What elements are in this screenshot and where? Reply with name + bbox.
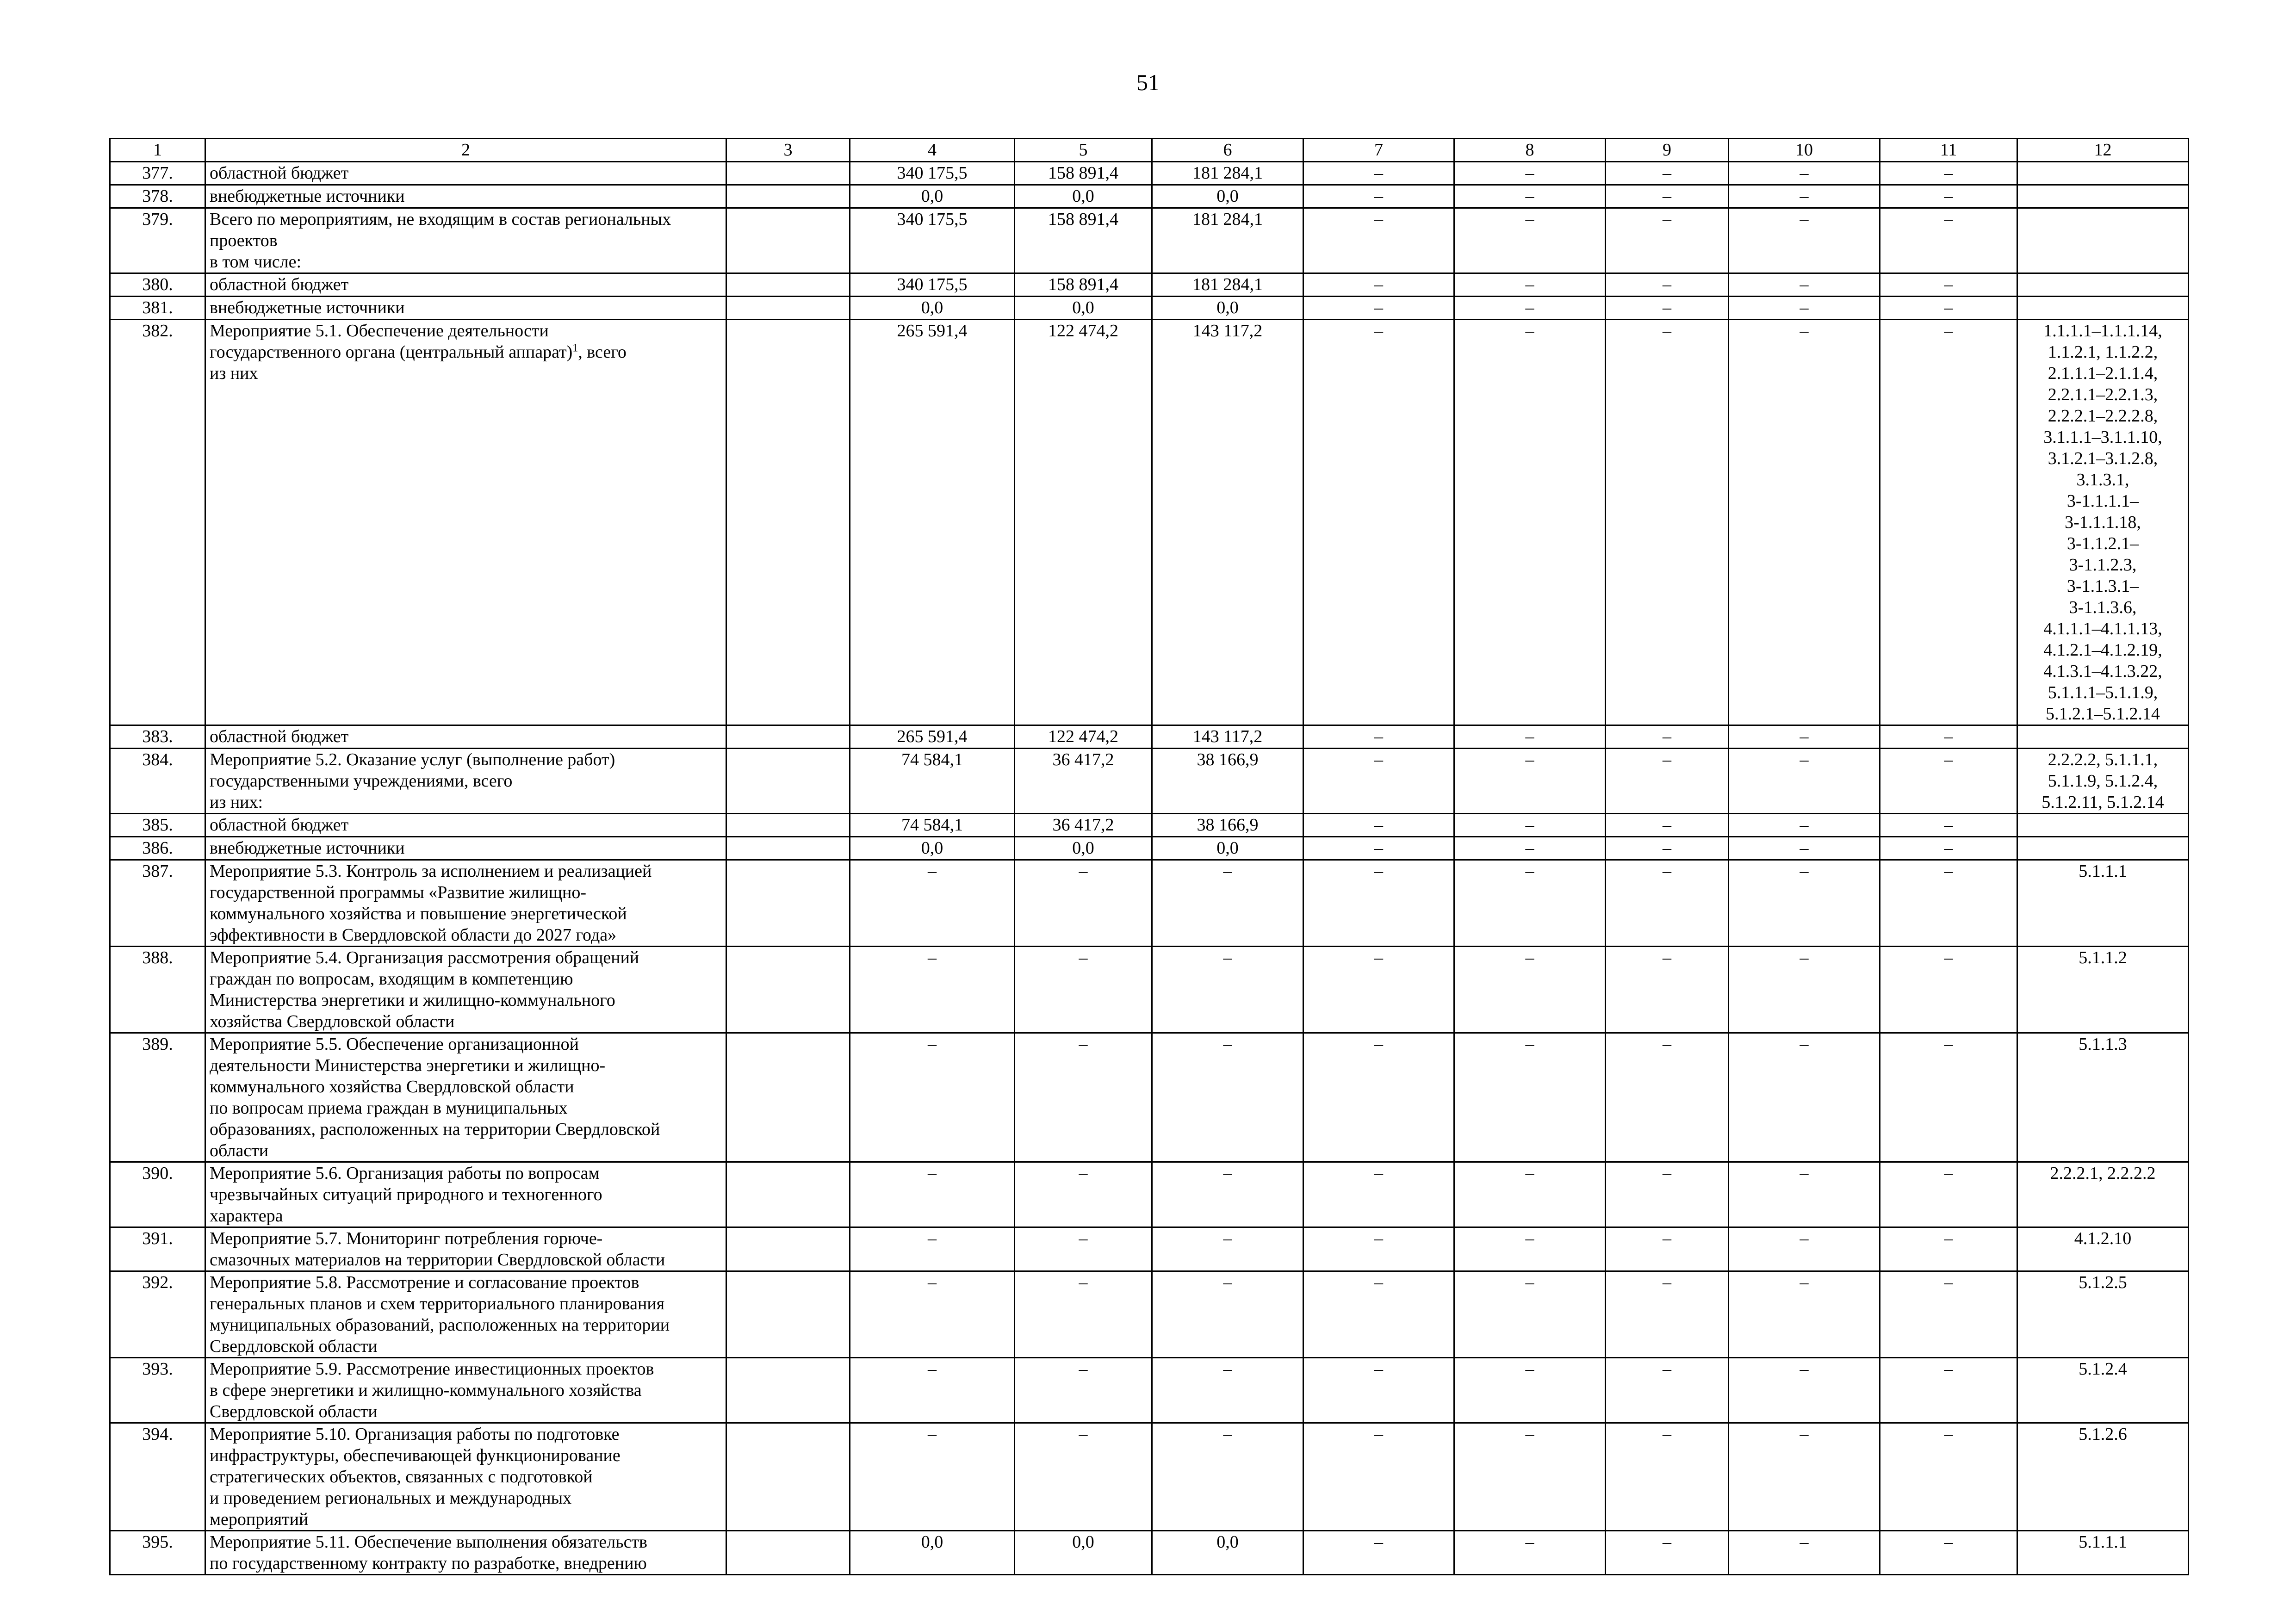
table-row <box>110 320 2189 725</box>
cell-col8: – <box>1454 1033 1606 1162</box>
cell-col12 <box>2017 185 2189 208</box>
cell-col10: – <box>1729 162 1880 185</box>
row-name: внебюджетные источники <box>205 185 726 208</box>
column-header: 5 <box>1015 139 1152 162</box>
cell-col3 <box>726 814 850 837</box>
table-row <box>110 749 2189 814</box>
cell-col9: – <box>1606 947 1729 1033</box>
cell-col10: – <box>1729 1227 1880 1271</box>
table-row <box>110 1531 2189 1575</box>
cell-col3 <box>726 1227 850 1271</box>
row-number: 384. <box>110 749 205 814</box>
cell-col8: – <box>1454 947 1606 1033</box>
cell-col9: – <box>1606 837 1729 860</box>
cell-col3 <box>726 947 850 1033</box>
column-header: 4 <box>850 139 1015 162</box>
row-number: 383. <box>110 725 205 749</box>
cell-col4: 0,0 <box>850 297 1015 320</box>
cell-col12 <box>2017 814 2189 837</box>
cell-col11: – <box>1880 947 2017 1033</box>
cell-col11: – <box>1880 320 2017 725</box>
row-name <box>205 320 726 725</box>
cell-col7: – <box>1303 725 1454 749</box>
row-name: Мероприятие 5.10. Организация работы по подготовке инфраструктуры, обеспечивающей функционирование стратегических объектов, связанных с подготовкой и проведением региональных и международных мероприятий <box>205 1423 726 1531</box>
cell-col5: 0,0 <box>1015 185 1152 208</box>
cell-col11: – <box>1880 208 2017 273</box>
row-number: 378. <box>110 185 205 208</box>
cell-col4: – <box>850 947 1015 1033</box>
cell-col3 <box>726 1531 850 1575</box>
cell-col9: – <box>1606 1271 1729 1358</box>
row-number: 390. <box>110 1162 205 1227</box>
row-name: внебюджетные источники <box>205 297 726 320</box>
table-row <box>110 297 2189 320</box>
cell-col7: – <box>1303 749 1454 814</box>
cell-col8: – <box>1454 320 1606 725</box>
row-number: 387. <box>110 860 205 947</box>
cell-col7: – <box>1303 320 1454 725</box>
cell-col12 <box>2017 162 2189 185</box>
cell-col3 <box>726 1271 850 1358</box>
cell-col3 <box>726 297 850 320</box>
cell-col6: 38 166,9 <box>1152 749 1303 814</box>
cell-col10: – <box>1729 749 1880 814</box>
cell-col5: – <box>1015 1358 1152 1423</box>
cell-col8: – <box>1454 273 1606 297</box>
cell-col9: – <box>1606 1227 1729 1271</box>
cell-col3 <box>726 860 850 947</box>
row-name: Мероприятие 5.2. Оказание услуг (выполнение работ) государственными учреждениями, всего из них: <box>205 749 726 814</box>
cell-col9: – <box>1606 273 1729 297</box>
cell-col10: – <box>1729 725 1880 749</box>
cell-col11: – <box>1880 1227 2017 1271</box>
table-row <box>110 162 2189 185</box>
cell-col12 <box>2017 208 2189 273</box>
cell-col11: – <box>1880 273 2017 297</box>
cell-col12: 2.2.2.2, 5.1.1.1, 5.1.1.9, 5.1.2.4, 5.1.2.11, 5.1.2.14 <box>2017 749 2189 814</box>
cell-col9: – <box>1606 208 1729 273</box>
cell-col7: – <box>1303 947 1454 1033</box>
table-row <box>110 814 2189 837</box>
cell-col6: 181 284,1 <box>1152 208 1303 273</box>
cell-col9: – <box>1606 1423 1729 1531</box>
cell-col11: – <box>1880 162 2017 185</box>
cell-col5: – <box>1015 1227 1152 1271</box>
row-number: 379. <box>110 208 205 273</box>
cell-col6: 0,0 <box>1152 185 1303 208</box>
table-row <box>110 273 2189 297</box>
cell-col8: – <box>1454 1423 1606 1531</box>
table-row <box>110 1423 2189 1531</box>
cell-col12: 5.1.2.6 <box>2017 1423 2189 1531</box>
cell-col12: 4.1.2.10 <box>2017 1227 2189 1271</box>
footnote-marker: 1 <box>572 342 578 354</box>
cell-col7: – <box>1303 837 1454 860</box>
cell-col11: – <box>1880 1271 2017 1358</box>
cell-col3 <box>726 273 850 297</box>
cell-col11: – <box>1880 837 2017 860</box>
page-number: 51 <box>1136 69 1160 95</box>
column-header: 12 <box>2017 139 2189 162</box>
cell-col12: 5.1.1.1 <box>2017 860 2189 947</box>
cell-col10: – <box>1729 1033 1880 1162</box>
row-name: Мероприятие 5.5. Обеспечение организационной деятельности Министерства энергетики и жилищно- коммунального хозяйства Свердловской области по вопросам приема граждан в муниципальных образованиях, расположенных на территории Свердловской области <box>205 1033 726 1162</box>
cell-col11: – <box>1880 860 2017 947</box>
table-header-row <box>110 139 2189 162</box>
cell-col10: – <box>1729 1358 1880 1423</box>
row-number: 392. <box>110 1271 205 1358</box>
row-number: 382. <box>110 320 205 725</box>
cell-col8: – <box>1454 297 1606 320</box>
cell-col5: 0,0 <box>1015 837 1152 860</box>
cell-col4: 265 591,4 <box>850 725 1015 749</box>
cell-col12: 5.1.2.4 <box>2017 1358 2189 1423</box>
cell-col9: – <box>1606 860 1729 947</box>
cell-col6: – <box>1152 1227 1303 1271</box>
cell-col6: – <box>1152 1358 1303 1423</box>
cell-col8: – <box>1454 1271 1606 1358</box>
cell-col11: – <box>1880 725 2017 749</box>
cell-col12: 5.1.1.1 <box>2017 1531 2189 1575</box>
cell-col7: – <box>1303 1531 1454 1575</box>
cell-col5: – <box>1015 860 1152 947</box>
cell-col8: – <box>1454 185 1606 208</box>
cell-col12: 2.2.2.1, 2.2.2.2 <box>2017 1162 2189 1227</box>
cell-col9: – <box>1606 1162 1729 1227</box>
program-table <box>109 138 2189 1575</box>
cell-col11: – <box>1880 749 2017 814</box>
cell-col6: 0,0 <box>1152 837 1303 860</box>
cell-col6: 143 117,2 <box>1152 320 1303 725</box>
cell-col10: – <box>1729 208 1880 273</box>
table-row <box>110 1033 2189 1162</box>
cell-col10: – <box>1729 814 1880 837</box>
cell-col6: – <box>1152 1033 1303 1162</box>
cell-col6: 0,0 <box>1152 1531 1303 1575</box>
cell-col8: – <box>1454 749 1606 814</box>
cell-col7: – <box>1303 860 1454 947</box>
column-header: 11 <box>1880 139 2017 162</box>
cell-col6: – <box>1152 860 1303 947</box>
cell-col10: – <box>1729 837 1880 860</box>
cell-col10: – <box>1729 320 1880 725</box>
table-row <box>110 947 2189 1033</box>
cell-col10: – <box>1729 1531 1880 1575</box>
cell-col7: – <box>1303 1033 1454 1162</box>
row-name: Мероприятие 5.3. Контроль за исполнением и реализацией государственной программы «Развитие жилищно- коммунального хозяйства и повышение энергетической эффективности в Свердловской области до 2027 года» <box>205 860 726 947</box>
cell-col9: – <box>1606 320 1729 725</box>
table-row <box>110 1358 2189 1423</box>
row-number: 381. <box>110 297 205 320</box>
cell-col7: – <box>1303 185 1454 208</box>
row-number: 389. <box>110 1033 205 1162</box>
row-name-part: , всего из них <box>210 342 627 383</box>
cell-col5: – <box>1015 1271 1152 1358</box>
cell-col3 <box>726 725 850 749</box>
row-number: 380. <box>110 273 205 297</box>
cell-col8: – <box>1454 860 1606 947</box>
cell-col8: – <box>1454 208 1606 273</box>
cell-col4: – <box>850 1423 1015 1531</box>
row-name: Мероприятие 5.6. Организация работы по вопросам чрезвычайных ситуаций природного и техногенного характера <box>205 1162 726 1227</box>
table-row <box>110 185 2189 208</box>
cell-col10: – <box>1729 1271 1880 1358</box>
cell-col4: – <box>850 1227 1015 1271</box>
cell-col12 <box>2017 837 2189 860</box>
cell-col3 <box>726 749 850 814</box>
cell-col4: – <box>850 1162 1015 1227</box>
cell-col8: – <box>1454 814 1606 837</box>
cell-col3 <box>726 1358 850 1423</box>
cell-col11: – <box>1880 1423 2017 1531</box>
table-row <box>110 208 2189 273</box>
row-name: Мероприятие 5.11. Обеспечение выполнения обязательств по государственному контракту по разработке, внедрению <box>205 1531 726 1575</box>
cell-col4: – <box>850 1033 1015 1162</box>
cell-col4: 340 175,5 <box>850 162 1015 185</box>
cell-col11: – <box>1880 1531 2017 1575</box>
cell-col5: – <box>1015 947 1152 1033</box>
row-number: 385. <box>110 814 205 837</box>
table-row <box>110 837 2189 860</box>
cell-col4: 74 584,1 <box>850 749 1015 814</box>
cell-col4: 340 175,5 <box>850 273 1015 297</box>
row-name: внебюджетные источники <box>205 837 726 860</box>
cell-col9: – <box>1606 297 1729 320</box>
cell-col12: 5.1.2.5 <box>2017 1271 2189 1358</box>
cell-col7: – <box>1303 273 1454 297</box>
cell-col6: 38 166,9 <box>1152 814 1303 837</box>
cell-col6: – <box>1152 1423 1303 1531</box>
cell-col3 <box>726 1033 850 1162</box>
row-number: 386. <box>110 837 205 860</box>
cell-col7: – <box>1303 162 1454 185</box>
cell-col7: – <box>1303 1271 1454 1358</box>
cell-col3 <box>726 162 850 185</box>
cell-col9: – <box>1606 725 1729 749</box>
cell-col5: 122 474,2 <box>1015 320 1152 725</box>
cell-col5: 36 417,2 <box>1015 749 1152 814</box>
cell-col8: – <box>1454 1358 1606 1423</box>
cell-col5: – <box>1015 1423 1152 1531</box>
cell-col11: – <box>1880 185 2017 208</box>
cell-col5: 158 891,4 <box>1015 208 1152 273</box>
cell-col8: – <box>1454 725 1606 749</box>
row-number: 394. <box>110 1423 205 1531</box>
cell-col5: 122 474,2 <box>1015 725 1152 749</box>
cell-col9: – <box>1606 749 1729 814</box>
cell-col7: – <box>1303 1423 1454 1531</box>
column-header: 9 <box>1606 139 1729 162</box>
row-name-part: Мероприятие 5.1. Обеспечение деятельности государственного органа (центральный аппарат) <box>210 321 573 362</box>
cell-col3 <box>726 185 850 208</box>
cell-col4: 0,0 <box>850 1531 1015 1575</box>
cell-col4: 265 591,4 <box>850 320 1015 725</box>
cell-col6: 0,0 <box>1152 297 1303 320</box>
cell-col4: – <box>850 860 1015 947</box>
cell-col3 <box>726 1162 850 1227</box>
cell-col9: – <box>1606 1358 1729 1423</box>
row-number: 395. <box>110 1531 205 1575</box>
table-row <box>110 1162 2189 1227</box>
table-row <box>110 860 2189 947</box>
cell-col11: – <box>1880 1033 2017 1162</box>
column-header: 3 <box>726 139 850 162</box>
row-name: областной бюджет <box>205 814 726 837</box>
cell-col6: – <box>1152 1271 1303 1358</box>
cell-col10: – <box>1729 273 1880 297</box>
cell-col10: – <box>1729 1162 1880 1227</box>
cell-col12: 5.1.1.2 <box>2017 947 2189 1033</box>
column-header: 7 <box>1303 139 1454 162</box>
row-number: 377. <box>110 162 205 185</box>
cell-col10: – <box>1729 185 1880 208</box>
cell-col10: – <box>1729 947 1880 1033</box>
row-number: 388. <box>110 947 205 1033</box>
cell-col8: – <box>1454 1162 1606 1227</box>
cell-col8: – <box>1454 837 1606 860</box>
cell-col11: – <box>1880 1358 2017 1423</box>
table-row <box>110 725 2189 749</box>
cell-col10: – <box>1729 297 1880 320</box>
cell-col8: – <box>1454 162 1606 185</box>
cell-col12: 5.1.1.3 <box>2017 1033 2189 1162</box>
cell-col11: – <box>1880 1162 2017 1227</box>
cell-col5: 36 417,2 <box>1015 814 1152 837</box>
cell-col10: – <box>1729 1423 1880 1531</box>
cell-col4: 74 584,1 <box>850 814 1015 837</box>
cell-col8: – <box>1454 1531 1606 1575</box>
cell-col5: – <box>1015 1033 1152 1162</box>
cell-col6: 143 117,2 <box>1152 725 1303 749</box>
cell-col8: – <box>1454 1227 1606 1271</box>
row-name: Мероприятие 5.7. Мониторинг потребления горюче- смазочных материалов на территории Свердловской области <box>205 1227 726 1271</box>
cell-col9: – <box>1606 1033 1729 1162</box>
cell-col7: – <box>1303 814 1454 837</box>
row-number: 391. <box>110 1227 205 1271</box>
cell-col9: – <box>1606 1531 1729 1575</box>
cell-col5: 158 891,4 <box>1015 162 1152 185</box>
column-header: 1 <box>110 139 205 162</box>
cell-col4: 340 175,5 <box>850 208 1015 273</box>
cell-col6: 181 284,1 <box>1152 273 1303 297</box>
cell-col6: – <box>1152 947 1303 1033</box>
table-row <box>110 1271 2189 1358</box>
cell-col12 <box>2017 725 2189 749</box>
row-name: Мероприятие 5.4. Организация рассмотрения обращений граждан по вопросам, входящим в компетенцию Министерства энергетики и жилищно-коммунального хозяйства Свердловской области <box>205 947 726 1033</box>
cell-col12: 1.1.1.1–1.1.1.14, 1.1.2.1, 1.1.2.2, 2.1.1.1–2.1.1.4, 2.2.1.1–2.2.1.3, 2.2.2.1–2.2.2.8, 3.1.1.1–3.1.1.10, 3.1.2.1–3.1.2.8, 3.1.3.1, 3-1.1.1.1– 3-1.1.1.18, 3-1.1.2.1– 3-1.1.2.3, 3-1.1.3.1– 3-1.1.3.6, 4.1.1.1–4.1.1.13, 4.1.2.1–4.1.2.19, 4.1.3.1–4.1.3.22, 5.1.1.1–5.1.1.9, 5.1.2.1–5.1.2.14 <box>2017 320 2189 725</box>
cell-col9: – <box>1606 162 1729 185</box>
row-name: областной бюджет <box>205 725 726 749</box>
cell-col7: – <box>1303 1358 1454 1423</box>
row-name: Мероприятие 5.9. Рассмотрение инвестиционных проектов в сфере энергетики и жилищно-коммунального хозяйства Свердловской области <box>205 1358 726 1423</box>
cell-col3 <box>726 320 850 725</box>
cell-col9: – <box>1606 185 1729 208</box>
row-name: Всего по мероприятиям, не входящим в состав региональных проектов в том числе: <box>205 208 726 273</box>
row-name: областной бюджет <box>205 273 726 297</box>
table-row <box>110 1227 2189 1271</box>
row-number: 393. <box>110 1358 205 1423</box>
cell-col5: 158 891,4 <box>1015 273 1152 297</box>
cell-col7: – <box>1303 1162 1454 1227</box>
cell-col12 <box>2017 297 2189 320</box>
row-name: Мероприятие 5.8. Рассмотрение и согласование проектов генеральных планов и схем территориального планирования муниципальных образований, расположенных на территории Свердловской области <box>205 1271 726 1358</box>
cell-col5: 0,0 <box>1015 297 1152 320</box>
cell-col5: – <box>1015 1162 1152 1227</box>
column-header: 6 <box>1152 139 1303 162</box>
cell-col7: – <box>1303 1227 1454 1271</box>
cell-col9: – <box>1606 814 1729 837</box>
cell-col11: – <box>1880 814 2017 837</box>
cell-col4: 0,0 <box>850 185 1015 208</box>
cell-col4: – <box>850 1358 1015 1423</box>
cell-col12 <box>2017 273 2189 297</box>
cell-col3 <box>726 208 850 273</box>
cell-col7: – <box>1303 297 1454 320</box>
column-header: 8 <box>1454 139 1606 162</box>
cell-col4: – <box>850 1271 1015 1358</box>
column-header: 2 <box>205 139 726 162</box>
cell-col4: 0,0 <box>850 837 1015 860</box>
cell-col6: – <box>1152 1162 1303 1227</box>
cell-col6: 181 284,1 <box>1152 162 1303 185</box>
cell-col11: – <box>1880 297 2017 320</box>
row-name: областной бюджет <box>205 162 726 185</box>
cell-col3 <box>726 837 850 860</box>
column-header: 10 <box>1729 139 1880 162</box>
cell-col10: – <box>1729 860 1880 947</box>
cell-col3 <box>726 1423 850 1531</box>
cell-col7: – <box>1303 208 1454 273</box>
cell-col5: 0,0 <box>1015 1531 1152 1575</box>
